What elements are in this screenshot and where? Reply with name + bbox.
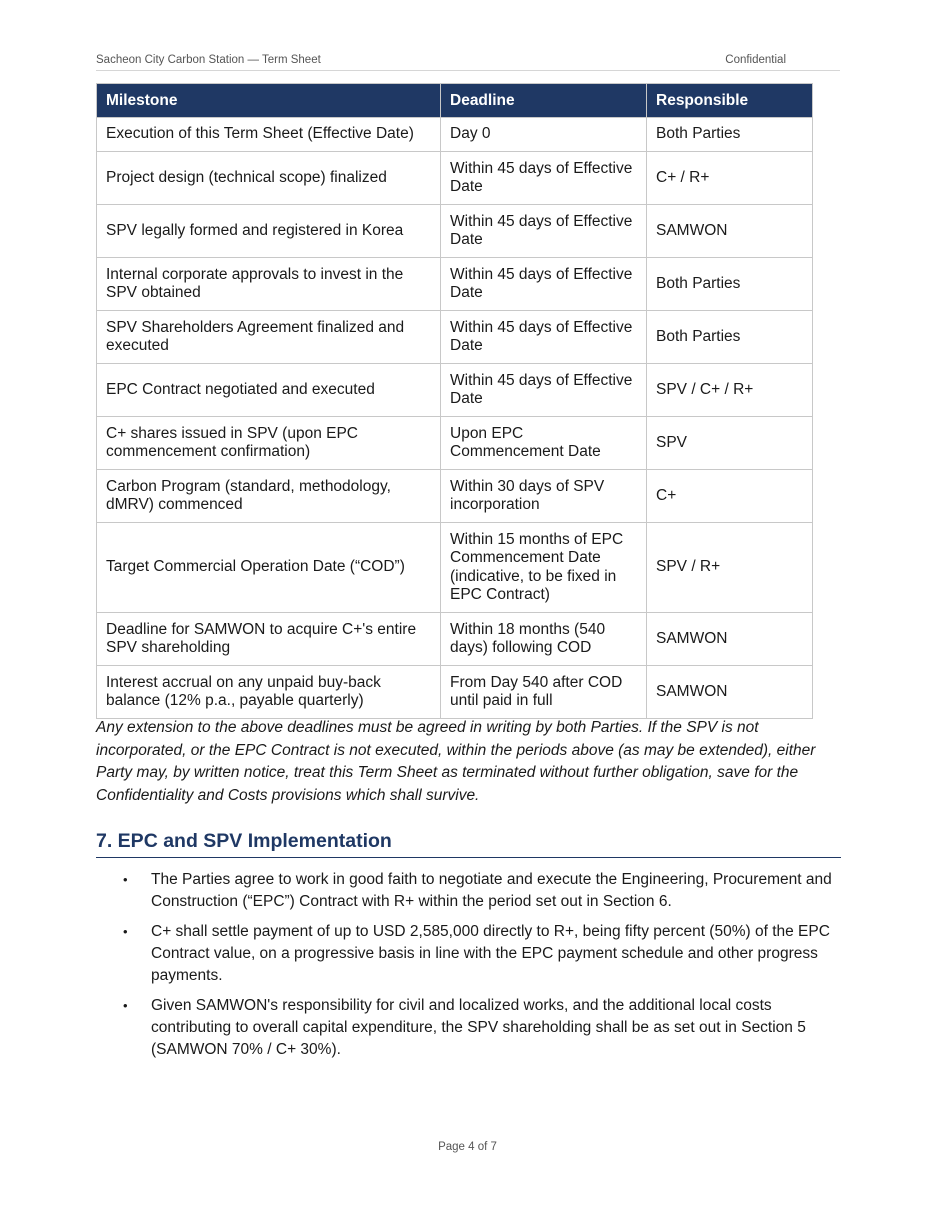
responsible-cell: Both Parties bbox=[647, 258, 813, 311]
bullet-icon: • bbox=[123, 924, 128, 939]
column-header-milestone: Milestone bbox=[97, 84, 441, 118]
section-heading: 7. EPC and SPV Implementation bbox=[96, 830, 841, 858]
column-header-responsible: Responsible bbox=[647, 84, 813, 118]
page-number: Page 4 of 7 bbox=[438, 1141, 497, 1153]
milestone-cell: Target Commercial Operation Date (“COD”) bbox=[97, 523, 441, 613]
milestone-cell: SPV legally formed and registered in Korea bbox=[97, 205, 441, 258]
responsible-cell: C+ bbox=[647, 470, 813, 523]
table-row bbox=[97, 205, 813, 258]
responsible-cell: SAMWON bbox=[647, 666, 813, 719]
bullet-icon: • bbox=[123, 872, 128, 887]
table-row bbox=[97, 152, 813, 205]
table-row bbox=[97, 470, 813, 523]
table-row bbox=[97, 311, 813, 364]
list-item bbox=[96, 869, 841, 913]
table-row bbox=[97, 258, 813, 311]
bullet-list bbox=[96, 869, 841, 1069]
responsible-cell: SAMWON bbox=[647, 613, 813, 666]
responsible-cell: SPV / R+ bbox=[647, 523, 813, 613]
bullet-icon: • bbox=[123, 998, 128, 1013]
deadline-cell: Within 45 days of Effective Date bbox=[441, 152, 647, 205]
table-row bbox=[97, 417, 813, 470]
milestone-cell: Execution of this Term Sheet (Effective Date) bbox=[97, 118, 441, 152]
milestone-table bbox=[96, 83, 813, 719]
list-item-text: C+ shall settle payment of up to USD 2,585,000 directly to R+, being fifty percent (50%) of the EPC Contract value, on a progressive basis in line with the EPC payment schedule and other progress payments. bbox=[151, 923, 830, 984]
milestone-cell: Deadline for SAMWON to acquire C+'s entire SPV shareholding bbox=[97, 613, 441, 666]
milestone-cell: C+ shares issued in SPV (upon EPC commencement confirmation) bbox=[97, 417, 441, 470]
table-row bbox=[97, 364, 813, 417]
milestone-cell: Interest accrual on any unpaid buy-back balance (12% p.a., payable quarterly) bbox=[97, 666, 441, 719]
confidential-label: Confidential bbox=[725, 54, 786, 66]
deadline-cell: Within 45 days of Effective Date bbox=[441, 364, 647, 417]
responsible-cell: C+ / R+ bbox=[647, 152, 813, 205]
deadline-cell: Within 15 months of EPC Commencement Date (indicative, to be fixed in EPC Contract) bbox=[441, 523, 647, 613]
deadline-cell: Within 30 days of SPV incorporation bbox=[441, 470, 647, 523]
milestone-cell: Project design (technical scope) finalized bbox=[97, 152, 441, 205]
extension-note: Any extension to the above deadlines must be agreed in writing by both Parties. If the SPV is not incorporated, or the EPC Contract is not executed, within the periods above (as may be extended), either Party may, by written notice, treat this Term Sheet as terminated without further obligation, save for the Confidentiality and Costs provisions which shall survive. bbox=[96, 719, 816, 804]
table-row bbox=[97, 523, 813, 613]
table-row bbox=[97, 613, 813, 666]
milestone-cell: SPV Shareholders Agreement finalized and executed bbox=[97, 311, 441, 364]
running-header bbox=[96, 53, 840, 71]
list-item-text: Given SAMWON's responsibility for civil and localized works, and the additional local costs contributing to overall capital expenditure, the SPV shareholding shall be as set out in Section 5 (SAMWON 70% / C+ 30%). bbox=[151, 997, 806, 1058]
responsible-cell: SPV bbox=[647, 417, 813, 470]
responsible-cell: SPV / C+ / R+ bbox=[647, 364, 813, 417]
responsible-cell: SAMWON bbox=[647, 205, 813, 258]
table-header-row bbox=[97, 84, 813, 118]
deadline-cell: Within 45 days of Effective Date bbox=[441, 258, 647, 311]
table-row bbox=[97, 118, 813, 152]
deadline-cell: From Day 540 after COD until paid in full bbox=[441, 666, 647, 719]
list-item bbox=[96, 995, 841, 1061]
list-item bbox=[96, 921, 841, 987]
deadline-cell: Upon EPC Commencement Date bbox=[441, 417, 647, 470]
deadline-cell: Within 18 months (540 days) following COD bbox=[441, 613, 647, 666]
milestone-cell: Carbon Program (standard, methodology, dMRV) commenced bbox=[97, 470, 441, 523]
deadline-cell: Within 45 days of Effective Date bbox=[441, 311, 647, 364]
deadline-cell: Day 0 bbox=[441, 118, 647, 152]
responsible-cell: Both Parties bbox=[647, 118, 813, 152]
milestone-cell: Internal corporate approvals to invest in the SPV obtained bbox=[97, 258, 441, 311]
milestone-cell: EPC Contract negotiated and executed bbox=[97, 364, 441, 417]
list-item-text: The Parties agree to work in good faith to negotiate and execute the Engineering, Procurement and Construction (“EPC”) Contract with R+ within the period set out in Section 6. bbox=[151, 871, 832, 910]
document-title: Sacheon City Carbon Station — Term Sheet bbox=[96, 54, 321, 66]
deadline-cell: Within 45 days of Effective Date bbox=[441, 205, 647, 258]
table-row bbox=[97, 666, 813, 719]
column-header-deadline: Deadline bbox=[441, 84, 647, 118]
responsible-cell: Both Parties bbox=[647, 311, 813, 364]
